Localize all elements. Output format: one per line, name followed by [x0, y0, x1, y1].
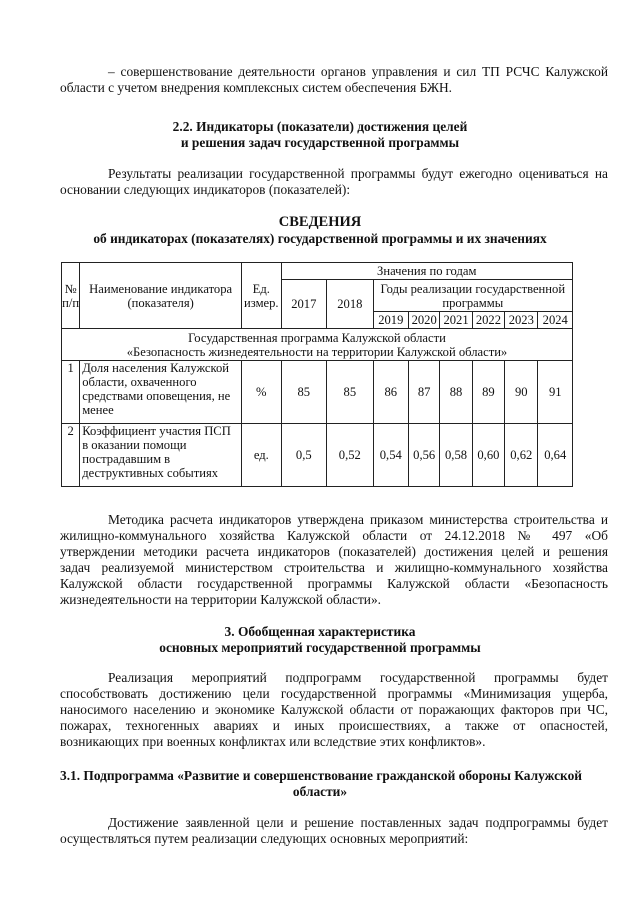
paragraph-line: Достижение заявленной цели и решение поставленных задач подпрограммы будет [108, 815, 608, 830]
row-value: 0,64 [538, 424, 573, 487]
header-implementation-years: Годы реализации государственной программы [373, 280, 572, 312]
row-value: 87 [408, 361, 439, 424]
program-name-line: Государственная программа Калужской области [188, 330, 446, 345]
row-value: 88 [440, 361, 472, 424]
methodology-paragraph [60, 512, 608, 608]
row-value: 90 [505, 361, 538, 424]
paragraph-line: способствовать достижению цели государственной программы «Минимизация ущерба, [60, 686, 608, 701]
paragraph-line: осуществляться путем реализации следующих основных мероприятий: [60, 831, 469, 846]
row-value: 0,56 [408, 424, 439, 487]
section-3-paragraph [60, 670, 608, 750]
paragraph-line: наносимого населению и экономике Калужской области от поражающих факторов при ЧС, [60, 702, 608, 717]
row-unit: % [242, 361, 281, 424]
intro-line: – совершенствование деятельности органов управления и сил ТП РСЧС Калужской [108, 64, 608, 79]
indicators-table [61, 262, 573, 487]
paragraph-line: жизнедеятельности на территории Калужской области». [60, 592, 382, 607]
row-value: 86 [373, 361, 408, 424]
row-value: 91 [538, 361, 573, 424]
header-year-2017: 2017 [281, 280, 327, 329]
paragraph-line: основании следующих индикаторов (показателей): [60, 182, 351, 197]
paragraph-line: Калужской области государственной программы Калужской области «Безопасность [60, 576, 608, 591]
paragraph-line: возникающих при военных конфликтах или вследствие этих конфликтов». [60, 734, 486, 749]
intro-paragraph [60, 64, 608, 96]
table-row [62, 424, 573, 487]
section-31-paragraph [60, 815, 608, 847]
row-indicator-name: Доля населения Калужской области, охваченного средствами оповещения, не менее [80, 361, 242, 424]
row-unit: ед. [242, 424, 281, 487]
section-3-title-cont: основных мероприятий государственной программы [159, 640, 481, 655]
header-year: 2021 [440, 312, 472, 329]
table-row [62, 361, 573, 424]
row-value: 0,54 [373, 424, 408, 487]
header-year: 2024 [538, 312, 573, 329]
section-22-paragraph [60, 166, 608, 198]
paragraph-line: пожарах, техногенных авариях и иных происшествиях, а также от опасностей, [60, 718, 608, 733]
row-indicator-name: Коэффициент участия ПСП в оказании помощи пострадавшим в деструктивных событиях [80, 424, 242, 487]
row-value: 89 [472, 361, 504, 424]
header-year: 2019 [373, 312, 408, 329]
row-value: 85 [327, 361, 374, 424]
info-subtitle: об индикаторах (показателях) государственной программы и их значениях [93, 231, 547, 246]
section-31-title: 3.1. Подпрограмма «Развитие и совершенствование гражданской обороны Калужской [60, 768, 582, 783]
section-22-title-cont: и решения задач государственной программы [180, 135, 460, 150]
row-value: 0,52 [327, 424, 374, 487]
header-number: № п/п [62, 263, 80, 329]
info-title: СВЕДЕНИЯ [278, 214, 362, 230]
paragraph-line: Реализация мероприятий подпрограмм государственной программы будет [108, 670, 608, 685]
section-31-title-cont: области» [292, 784, 348, 799]
header-year-2018: 2018 [327, 280, 374, 329]
paragraph-line: утверждении методики расчета индикаторов (показателей) достижения целей и решения [60, 544, 608, 559]
paragraph-line: Методика расчета индикаторов утверждена приказом министерства строительства и [108, 512, 608, 527]
section-22-title: 2.2. Индикаторы (показатели) достижения целей [172, 119, 468, 134]
row-value: 0,5 [281, 424, 327, 487]
program-name-line: «Безопасность жизнедеятельности на территории Калужской области» [126, 344, 508, 359]
header-indicator-name: Наименование индикатора (показателя) [80, 263, 242, 329]
header-unit: Ед. измер. [242, 263, 281, 329]
row-value: 0,62 [505, 424, 538, 487]
header-year: 2022 [472, 312, 504, 329]
header-year: 2020 [408, 312, 439, 329]
paragraph-line: жилищно-коммунального хозяйства Калужской области от 24.12.2018 № 497 «Об [60, 528, 608, 543]
header-year: 2023 [505, 312, 538, 329]
paragraph-line: задач реализуемой министерством строительства и жилищно-коммунального хозяйства [60, 560, 608, 575]
intro-line: области с учетом внедрения комплексных систем обеспечения БЖН. [60, 80, 452, 95]
program-name-row [62, 329, 573, 361]
header-values-by-year: Значения по годам [281, 263, 572, 280]
row-number: 2 [62, 424, 80, 487]
paragraph-line: Результаты реализации государственной программы будут ежегодно оцениваться на [108, 166, 608, 181]
row-value: 0,60 [472, 424, 504, 487]
section-3-title: 3. Обобщенная характеристика [224, 624, 416, 639]
row-value: 0,58 [440, 424, 472, 487]
row-number: 1 [62, 361, 80, 424]
row-value: 85 [281, 361, 327, 424]
